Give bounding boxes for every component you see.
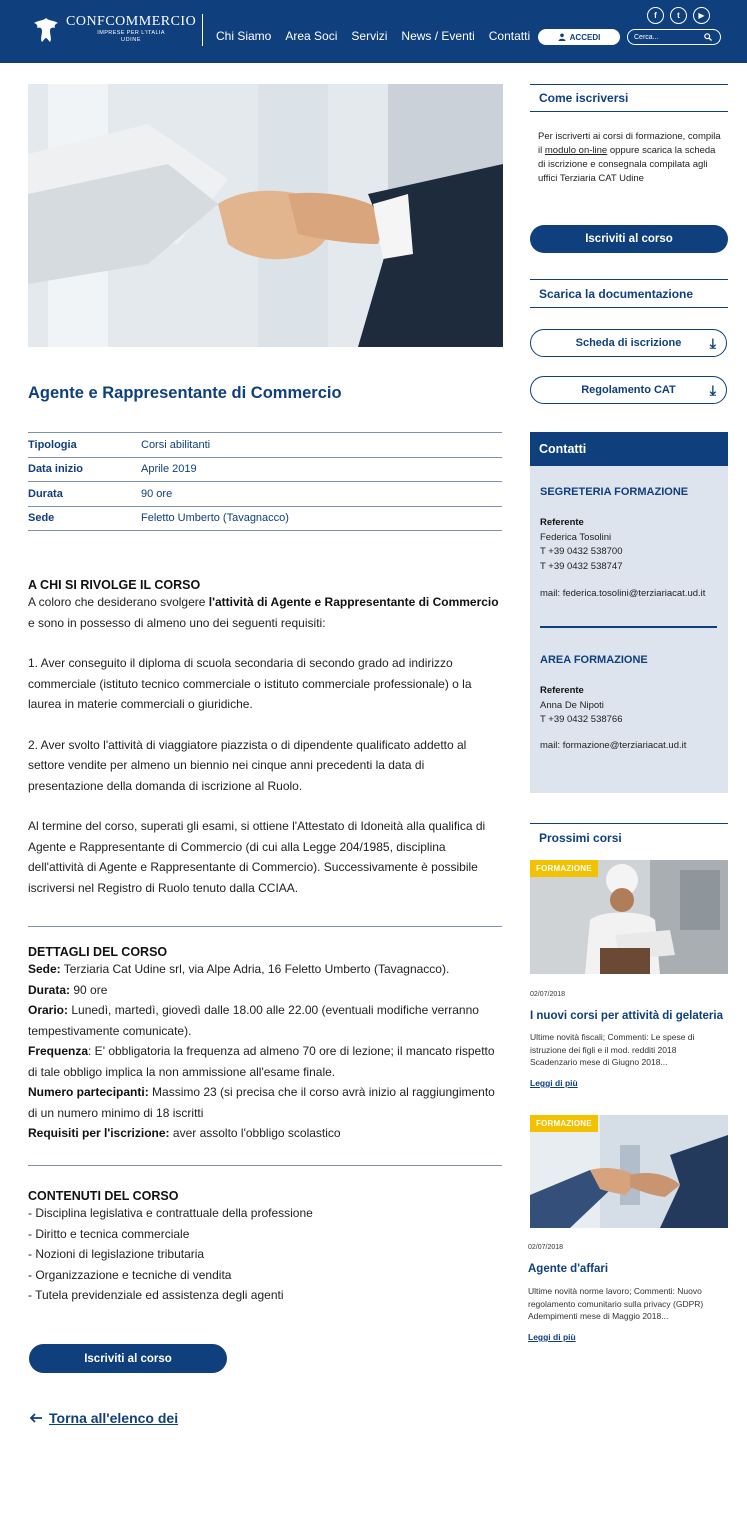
main-nav [216,29,530,43]
card-excerpt: Ultime novità norme lavoro; Commenti: Nuovo regolamento comunitario sulla privacy (GDPR) Adempimenti mese di Maggio 2018... [528,1286,704,1321]
info-value: Aprile 2019 [141,463,197,476]
target-intro: A coloro che desiderano svolgere l'attività di Agente e Rappresentante di Commercio e sono in possesso di almeno uno dei seguenti requisiti: [28,595,499,630]
site-logo[interactable] [30,14,203,46]
details-heading: DETTAGLI DEL CORSO [28,945,168,959]
info-row-tipologia [28,433,502,458]
card-date: 02/07/2018 [528,1244,564,1251]
documentation-title: Scarica la documentazione [530,279,728,308]
info-label: Tipologia [28,438,77,451]
read-more-link[interactable]: Leggi di più [528,1332,576,1342]
info-label: Durata [28,487,63,500]
next-courses-title: Prossimi corsi [530,823,728,852]
contents-section [28,1189,502,1306]
back-link[interactable] [30,1410,178,1426]
detail-frequenza: Frequenza: E' obbligatoria la frequenza ad almeno 70 ore di lezione; il mancato rispetto di tale obbligo implica la non ammissione all'esame finale. [28,1044,495,1079]
contact-mail-segreteria[interactable]: mail: federica.tosolini@terziariacat.ud.it [540,588,706,599]
contact-details-area-formazione: Referente Anna De Nipoti T +39 0432 538766 [540,685,623,725]
target-requirement-1: 1. Aver conseguito il diploma di scuola secondaria di secondo grado ad indirizzo commerciale (istituto tecnico commerciale o istituto commerciale professionale) o la laurea in materie commerciali o giuridiche. [28,656,472,711]
handshake-illustration [28,84,503,347]
contents-item: - Tutela previdenziale ed assistenza degli agenti [28,1288,284,1302]
download-button-label: Scheda di iscrizione [575,337,682,349]
info-label: Data inizio [28,463,84,476]
enroll-button[interactable]: Iscriviti al corso [29,1344,227,1373]
section-divider [28,1165,502,1166]
logo-tagline: IMPRESE PER L'ITALIA [97,30,165,36]
contacts-box [530,432,728,793]
logo-brand: CONFCOMMERCIO [66,14,197,29]
info-value: 90 ore [141,487,173,500]
online-form-link[interactable]: modulo on-line [544,145,608,156]
download-icon: ⤓ [709,382,716,398]
page-title: Agente e Rappresentante di Commercio [28,384,342,402]
detail-partecipanti: Numero partecipanti: Massimo 23 (si precisa che il corso avrà inizio al raggiungimento di un numero minimo di 18 iscritti [28,1085,495,1120]
twitter-icon[interactable]: t [670,7,687,24]
arrow-left-icon [30,1413,43,1423]
course-card-image[interactable] [530,1115,728,1228]
search-box [627,29,721,45]
nav-item-contatti[interactable]: Contatti [488,29,531,43]
download-icon: ⤓ [709,335,716,351]
detail-requisiti: Requisiti per l'iscrizione: aver assolto l'obbligo scolastico [28,1126,341,1140]
facebook-icon[interactable]: f [647,7,664,24]
info-row-sede [28,507,502,532]
nav-item-news-eventi[interactable]: News / Eventi [401,29,475,43]
contact-mail-area-formazione[interactable]: mail: formazione@terziariacat.ud.it [540,740,687,751]
sidebar-enroll-button[interactable]: Iscriviti al corso [530,225,728,253]
detail-sede: Sede: Terziaria Cat Udine srl, via Alpe Adria, 16 Feletto Umberto (Tavagnacco). [28,962,450,976]
details-section [28,945,502,1144]
eagle-logo-icon [30,14,62,46]
info-row-data-inizio [28,458,502,483]
login-button[interactable] [538,29,620,45]
info-row-durata [28,482,502,507]
category-badge: FORMAZIONE [530,1115,598,1132]
card-title[interactable]: Agente d'affari [528,1263,609,1275]
chef-photo [530,860,728,974]
user-icon [558,33,566,41]
logo-city: UDINE [121,37,142,43]
contents-heading: CONTENUTI DEL CORSO [28,1189,179,1203]
course-card-image[interactable] [530,860,728,974]
section-divider [28,926,502,927]
contacts-divider [540,626,717,628]
login-label: ACCEDI [569,32,601,42]
target-outro: Al termine del corso, superati gli esami, si ottiene l'Attestato di Idoneità alla qualifica di Agente e Rappresentante di Commercio (di cui alla Legge 204/1985, disciplina dell'attività di Agente e Rappresentante di Commercio). Successivamente è possibile iscriversi nel Registro di Ruolo tenuto dalla CCIAA. [28,819,486,895]
contents-item: - Nozioni di legislazione tributaria [28,1247,205,1261]
contents-item: - Diritto e tecnica commerciale [28,1226,190,1241]
nav-item-area-soci[interactable]: Area Soci [285,29,338,43]
target-requirement-2: 2. Aver svolto l'attività di viaggiatore piazzista o di dipendente qualificato addetto al settore vendite per almeno un biennio nei cinque anni precedenti la data di presentazione della domanda di iscrizione al Ruolo. [28,737,467,793]
contact-section-area-formazione: AREA FORMAZIONE [540,654,648,666]
how-to-enroll-text: Per iscriverti ai corsi di formazione, compila il modulo on-line oppure scarica la scheda di iscrizione e consegnala compilata agli uffici Terziaria CAT Udine [538,131,721,184]
youtube-icon[interactable]: ▶ [693,7,710,24]
target-heading: A CHI SI RIVOLGE IL CORSO [28,578,201,592]
contents-item: - Disciplina legislativa e contrattuale della professione [28,1206,313,1220]
nav-item-chi-siamo[interactable]: Chi Siamo [216,29,272,43]
download-regulation-button[interactable] [530,376,727,404]
info-value: Feletto Umberto (Tavagnacco) [141,512,289,525]
download-registration-form-button[interactable] [530,329,727,357]
logo-wordmark [66,14,203,46]
card-title[interactable]: I nuovi corsi per attività di gelateria [530,1010,724,1022]
social-links [647,7,710,24]
back-link-label: Torna all'elenco dei [49,1410,179,1426]
info-label: Sede [28,512,55,525]
course-hero-image [28,84,503,347]
contact-details-segreteria: Referente Federica Tosolini T +39 0432 538700 T +39 0432 538747 [540,517,623,572]
contacts-title: Contatti [530,432,728,466]
detail-orario: Orario: Lunedì, martedì, giovedì dalle 18.00 alle 22.00 (eventuali modifiche verranno tempestivamente comunicate). [28,1003,479,1038]
nav-item-servizi[interactable]: Servizi [351,29,388,43]
course-info-table [28,432,502,531]
site-header [0,0,747,63]
target-section [28,578,502,898]
search-input[interactable] [634,34,704,41]
card-excerpt: Ultime novità fiscali; Commenti: Le spese di istruzione dei figli e il mod. redditi 2018 Scadenzario mese di Giugno 2018... [530,1032,695,1067]
search-icon[interactable] [704,33,712,41]
card-date: 02/07/2018 [530,991,566,998]
read-more-link[interactable]: Leggi di più [530,1078,578,1088]
category-badge: FORMAZIONE [530,860,598,877]
info-value: Corsi abilitanti [141,438,211,451]
detail-durata: Durata: 90 ore [28,982,108,997]
download-button-label: Regolamento CAT [581,384,676,396]
contents-item: - Organizzazione e tecniche di vendita [28,1267,232,1282]
contact-section-segreteria: SEGRETERIA FORMAZIONE [540,486,689,498]
how-to-enroll-title: Come iscriversi [530,84,728,112]
